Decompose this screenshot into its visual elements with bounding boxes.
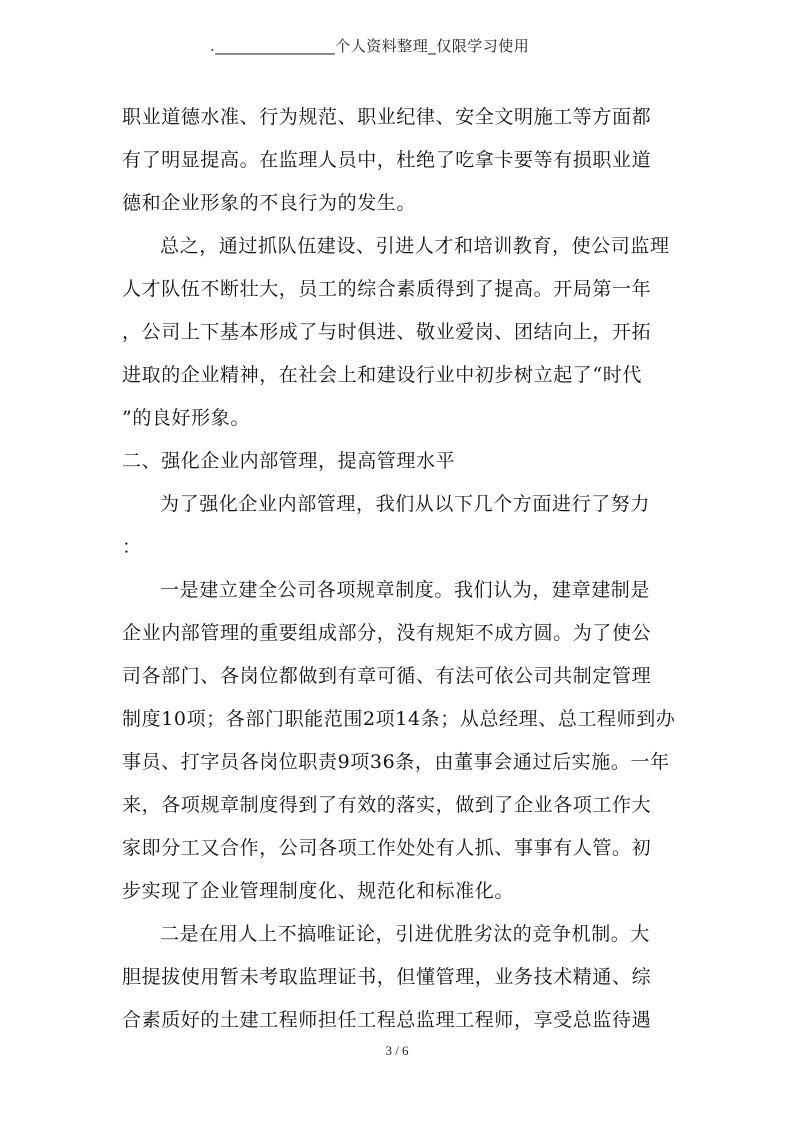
text-line: 二是在用人上不搞唯证论，引进优胜劣汰的竞争机制。大 (160, 923, 651, 945)
text-line: 德和企业形象的不良行为的发生。 (122, 192, 417, 214)
text-line: 制度10项；各部门职能范围2项14条；从总经理、总工程师到办 (122, 708, 676, 730)
text-line: 合素质好的土建工程师担任工程总监理工程师，享受总监待遇 (122, 1009, 652, 1031)
text-line: ，公司上下基本形成了与时俱进、敬业爱岗、团结向上，开拓 (122, 321, 652, 343)
page-header: ._______________个人资料整理_仅限学习使用 (210, 37, 530, 55)
text-line: ： (122, 536, 142, 558)
text-line: 一是建立建全公司各项规章制度。我们认为，建章建制是 (160, 579, 651, 601)
text-line: ”的良好形象。 (122, 407, 250, 429)
text-line: 进取的企业精神，在社会上和建设行业中初步树立起了“时代 (122, 364, 642, 386)
text-line: 二、强化企业内部管理，提高管理水平 (122, 450, 456, 472)
text-line: 来，各项规章制度得到了有效的落实，做到了企业各项工作大 (122, 794, 652, 816)
text-line: 总之，通过抓队伍建设、引进人才和培训教育，使公司监理 (160, 235, 670, 257)
text-line: 事员、打字员各岗位职责9项36条，由董事会通过后实施。一年 (122, 751, 670, 773)
text-line: 步实现了企业管理制度化、规范化和标准化。 (122, 880, 515, 902)
text-line: 有了明显提高。在监理人员中，杜绝了吃拿卡要等有损职业道 (122, 149, 652, 171)
text-line: 家即分工又合作，公司各项工作处处有人抓、事事有人管。初 (122, 837, 652, 859)
text-line: 为了强化企业内部管理，我们从以下几个方面进行了努力 (160, 493, 651, 515)
document-body (122, 96, 682, 1042)
page-number: 3 / 6 (385, 1043, 409, 1058)
text-line: 胆提拔使用暂未考取监理证书，但懂管理，业务技术精通、综 (122, 966, 652, 988)
text-line: 企业内部管理的重要组成部分，没有规矩不成方圆。为了使公 (122, 622, 652, 644)
text-line: 人才队伍不断壮大，员工的综合素质得到了提高。开局第一年 (122, 278, 652, 300)
text-line: 司各部门、各岗位都做到有章可循、有法可依公司共制定管理 (122, 665, 652, 687)
text-line: 职业道德水准、行为规范、职业纪律、安全文明施工等方面都 (122, 106, 652, 128)
